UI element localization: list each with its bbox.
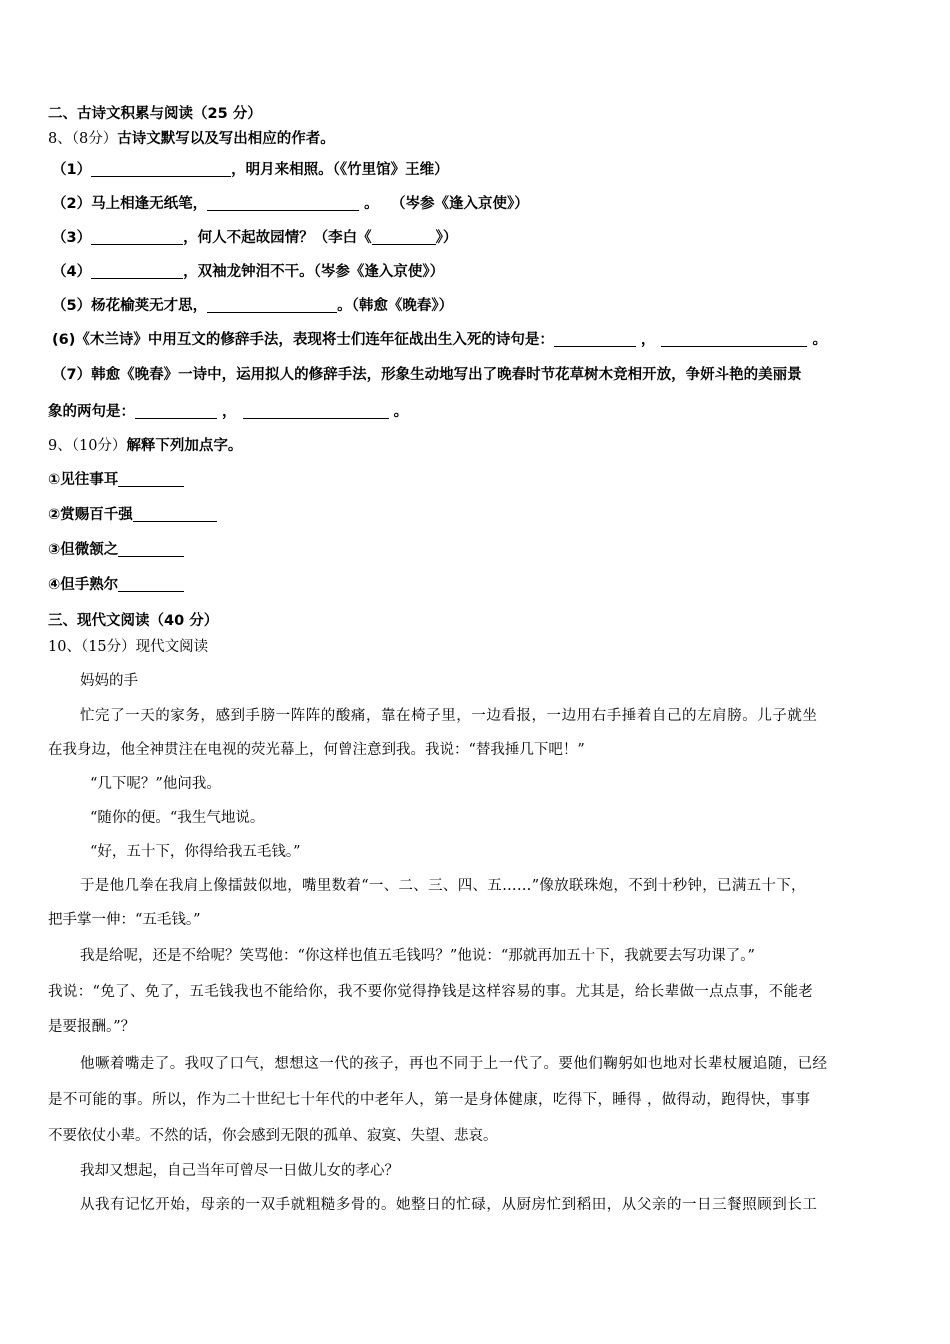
passage-title: 妈妈的手: [80, 673, 138, 689]
q8-item-7-prefix: 象的两句是：: [48, 404, 135, 420]
q8-item-6-prefix: (6)《木兰诗》中用互文的修辞手法，表现将士们连年征战出生入死的诗句是：: [52, 332, 554, 348]
question-9-number: 9、: [48, 438, 72, 454]
q8-item-2-prefix: （2）马上相逢无纸笔，: [52, 196, 208, 212]
question-8-stem: [48, 127, 335, 151]
passage-line: “随你的便。“我生气地说。: [90, 810, 265, 826]
q8-item-3: [52, 226, 457, 250]
q8-item-2-text: 。 （岑参《逢入京使》）: [359, 196, 529, 212]
q8-item-1-prefix: （1）: [52, 162, 92, 178]
answer-blank[interactable]: [207, 296, 337, 313]
answer-blank[interactable]: [243, 402, 389, 419]
passage-line: “几下呢？”他问我。: [90, 776, 221, 792]
answer-blank[interactable]: [372, 228, 436, 245]
answer-blank[interactable]: [133, 505, 217, 522]
question-8-text: 古诗文默写以及写出相应的作者。: [117, 131, 335, 147]
q8-item-3-prefix: （3）: [52, 230, 92, 246]
passage-line: 是不可能的事。所以，作为二十世纪七十年代的中老年人，第一是身体健康，吃得下，睡得 ，做得动，跑得快，事事: [48, 1092, 811, 1108]
answer-blank[interactable]: [554, 330, 636, 347]
passage-line: 在我身边，他全神贯注在电视的荧光幕上，何曾注意到我。我说：“替我捶几下吧！”: [48, 742, 585, 758]
passage-line: 把手掌一伸：“五毛钱。”: [48, 912, 201, 928]
q8-item-6-end: 。: [807, 332, 827, 348]
section-3-title: 三、现代文阅读（40 分）: [48, 613, 219, 629]
passage-line: 于是他几拳在我肩上像擂鼓似地，嘴里数着“一、二、三、四、五……”像放联珠炮，不到十秒钟，已满五十下，: [80, 878, 806, 894]
answer-blank[interactable]: [118, 470, 184, 487]
q9-item-2-text: ②赏赐百千强: [48, 507, 133, 523]
question-10-number: 10、: [48, 639, 81, 655]
answer-blank[interactable]: [91, 160, 231, 177]
q8-item-7: （7）韩愈《晚春》一诗中，运用拟人的修辞手法，形象生动地写出了晚春时节花草树木竞相开放，争妍斗艳的美丽景: [52, 367, 802, 383]
q8-item-7-separator: ，: [217, 404, 237, 420]
q8-item-5-text: 。（韩愈《晚春》）: [337, 298, 454, 314]
answer-blank[interactable]: [135, 402, 217, 419]
q8-item-4-prefix: （4）: [52, 264, 92, 280]
passage-line: 我却又想起，自己当年可曾尽一日做儿女的孝心？: [80, 1163, 399, 1179]
q9-item-3: [48, 538, 184, 562]
passage-line: 他噘着嘴走了。我叹了口气，想想这一代的孩子，再也不同于上一代了。要他们鞠躬如也地对长辈杖履追随，已经: [80, 1056, 828, 1072]
q9-item-3-text: ③但微颔之: [48, 542, 119, 558]
answer-blank[interactable]: [661, 330, 807, 347]
passage-line: 从我有记忆开始，母亲的一双手就粗糙多骨的。她整日的忙碌，从厨房忙到稻田，从父亲的一日三餐照顾到长工: [80, 1197, 818, 1213]
section-2-title: 二、古诗文积累与阅读（25 分）: [48, 106, 262, 122]
answer-blank[interactable]: [91, 228, 183, 245]
question-10-stem: [48, 635, 208, 659]
question-10-points: （15分）: [80, 639, 136, 655]
q9-item-4-text: ④但手熟尔: [48, 577, 119, 593]
q9-item-2: [48, 503, 217, 527]
question-8-number: 8、: [48, 131, 72, 147]
q8-item-7-end: 。: [388, 404, 409, 420]
passage-line: 我说：“免了、免了，五毛钱我也不能给你，我不要你觉得挣钱是这样容易的事。尤其是，给长辈做一点点事，不能老: [48, 984, 814, 1000]
q8-item-7-line2: [48, 400, 408, 424]
q8-item-6-separator: ，: [635, 332, 656, 348]
q8-item-4: [52, 260, 444, 284]
question-8-points: （8分）: [71, 131, 118, 147]
q8-item-2: [52, 192, 529, 216]
q9-item-1: [48, 468, 184, 492]
question-9-points: （10分）: [71, 438, 127, 454]
question-9-text: 解释下列加点字。: [126, 438, 243, 454]
passage-line: 不要依仗小辈。不然的话，你会感到无限的孤单、寂寞、失望、悲哀。: [48, 1128, 498, 1144]
answer-blank[interactable]: [118, 540, 184, 557]
passage-line: 忙完了一天的家务，感到手膀一阵阵的酸痛，靠在椅子里，一边看报，一边用右手捶着自己的左肩膀。儿子就坐: [80, 708, 818, 724]
answer-blank[interactable]: [91, 262, 183, 279]
q8-item-5-prefix: （5）杨花榆荚无才思，: [52, 298, 208, 314]
q8-item-1: [52, 158, 449, 182]
question-9-stem: [48, 434, 242, 458]
q8-item-5: [52, 294, 453, 318]
q9-item-4: [48, 573, 184, 597]
q8-item-3-text: ，何人不起故园情？（李白《: [183, 230, 372, 246]
answer-blank[interactable]: [207, 194, 359, 211]
q8-item-6: [52, 328, 827, 352]
q8-item-4-text: ，双袖龙钟泪不干。（岑参《逢入京使》）: [183, 264, 445, 280]
question-10-text: 现代文阅读: [135, 639, 209, 655]
q8-item-1-text: ，明月来相照。（《竹里馆》王维）: [231, 162, 449, 178]
q9-item-1-text: ①见往事耳: [48, 472, 119, 488]
q8-item-3-end: 》）: [435, 230, 458, 246]
passage-line: 是要报酬。”？: [48, 1019, 136, 1035]
answer-blank[interactable]: [118, 575, 184, 592]
passage-line: 我是给呢，还是不给呢？笑骂他：“你这样也值五毛钱吗？”他说：“那就再加五十下，我就要去写功课了。”: [80, 948, 755, 964]
passage-line: “好，五十下，你得给我五毛钱。”: [90, 844, 301, 860]
